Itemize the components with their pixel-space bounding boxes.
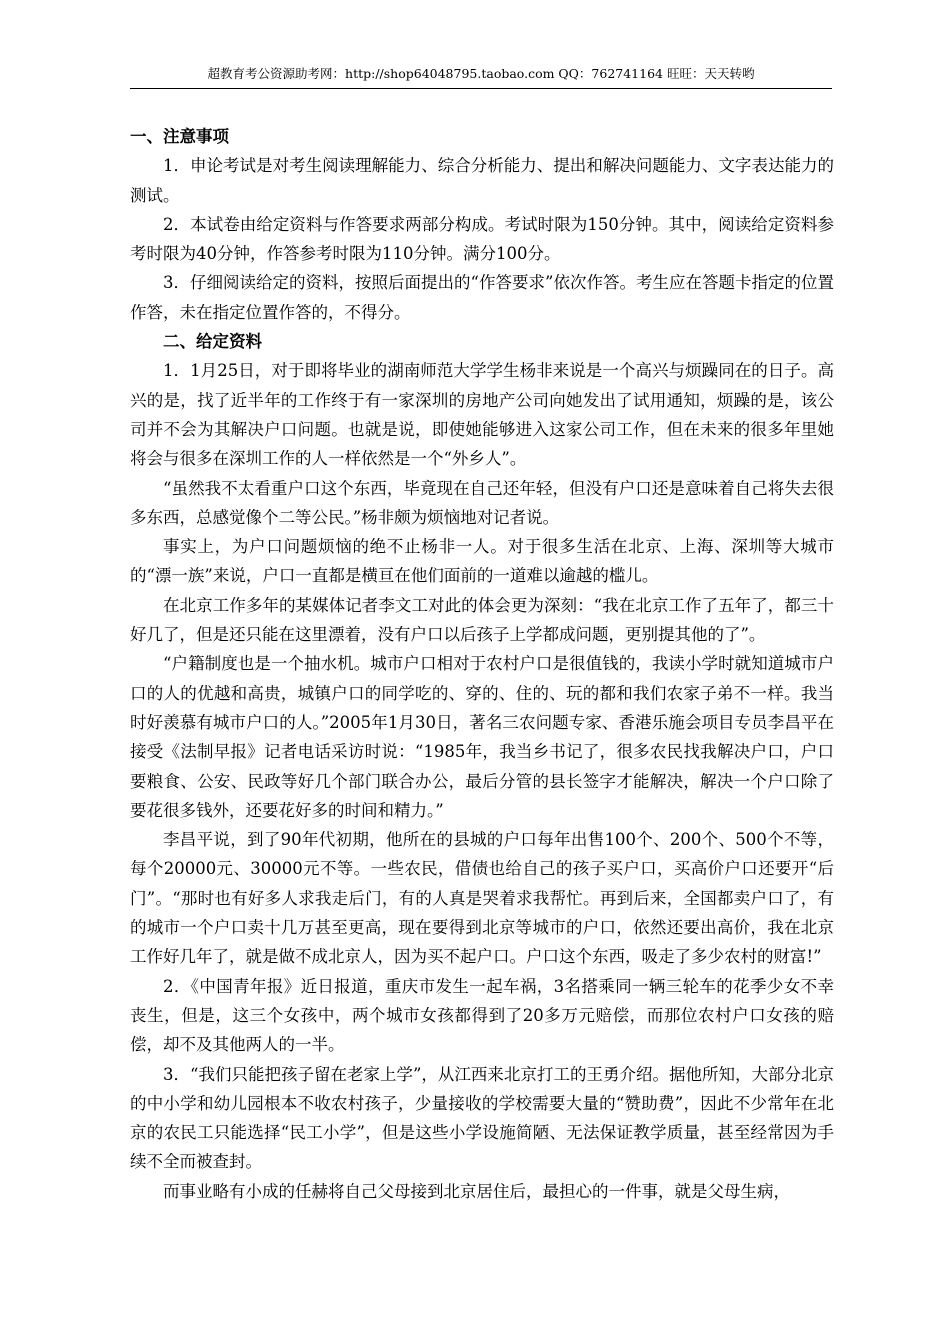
- notice-item-3: 3．仔细阅读给定的资料，按照后面提出的“作答要求”依次作答。考生应在答题卡指定的位置作答，未在指定位置作答的，不得分。: [130, 273, 834, 322]
- material-paragraph: 而事业略有小成的任赫将自己父母接到北京居住后，最担心的一件事，就是父母生病，: [163, 1181, 790, 1201]
- material-paragraph: 在北京工作多年的某媒体记者李文工对此的体会更为深刻：“我在北京工作了五年了，都三十好几了，但是还只能在这里漂着，没有户口以后孩子上学都成问题，更别提其他的了”。: [130, 595, 834, 645]
- page-header: [130, 66, 832, 89]
- material-paragraph: “户籍制度也是一个抽水机。城市户口相对于农村户口是很值钱的，我读小学时就知道城市户口的人的优越和高贵，城镇户口的同学吃的、穿的、住的、玩的都和我们农家子弟不一样。我当时好羡慕有城市户口的人。”2005年1月30日，著名三农问题专家、香港乐施会项目专员李昌平在接受《法制早报》记者电话采访时说：“1985年，我当乡书记了，很多农民找我解决户口，户口要粮食、公安、民政等好几个部门联合办公，最后分管的县长签字才能解决，解决一个户口除了要花很多钱外，还要花好多的时间和精力。”: [130, 654, 834, 820]
- material-paragraph: 李昌平说，到了90年代初期，他所在的县城的户口每年出售100个、200个、500个不等，每个20000元、30000元不等。一些农民，借债也给自己的孩子买户口，买高价户口还要开“后门”。“那时也有好多人求我走后门，有的人真是哭着求我帮忙。再到后来，全国都卖户口了，有的城市一个户口卖十几万甚至更高，现在要得到北京等城市的户口，依然还要出高价，我在北京工作好几年了，就是做不成北京人，因为买不起户口。户口这个东西，吸走了多少农村的财富!”: [130, 830, 834, 967]
- material-paragraph: 事实上，为户口问题烦恼的绝不止杨非一人。对于很多生活在北京、上海、深圳等大城市的“漂一族”来说，户口一直都是横亘在他们面前的一道难以逾越的槛儿。: [130, 537, 834, 586]
- notice-item-1: 1．申论考试是对考生阅读理解能力、综合分析能力、提出和解决问题能力、文字表达能力的测试。: [130, 156, 834, 205]
- notice-heading: 一、注意事项: [130, 127, 229, 146]
- header-text: 超教育考公资源助考网：http://shop64048795.taobao.com QQ：762741164 旺旺：天天转哟: [207, 66, 755, 81]
- material-paragraph: 3．“我们只能把孩子留在老家上学”，从江西来北京打工的王勇介绍。据他所知，大部分北京的中小学和幼儿园根本不收农村孩子，少量接收的学校需要大量的“赞助费”，因此不少常年在北京的农民工只能选择“民工小学”，但是这些小学设施简陋、无法保证教学质量，甚至经常因为手续不全而被查封。: [130, 1064, 834, 1172]
- material-paragraph: “虽然我不太看重户口这个东西，毕竟现在自己还年轻，但没有户口还是意味着自己将失去很多东西，总感觉像个二等公民。”杨非颇为烦恼地对记者说。: [130, 478, 834, 527]
- material-paragraph: 2．《中国青年报》近日报道，重庆市发生一起车祸，3名搭乘同一辆三轮车的花季少女不幸丧生，但是，这三个女孩中，两个城市女孩都得到了20多万元赔偿，而那位农村户口女孩的赔偿，却不及其他两人的一半。: [130, 976, 834, 1055]
- materials-heading: 二、给定资料: [163, 332, 262, 352]
- document-body: [130, 122, 834, 1206]
- material-paragraph: 1．1月25日，对于即将毕业的湖南师范大学学生杨非来说是一个高兴与烦躁同在的日子。高兴的是，找了近半年的工作终于有一家深圳的房地产公司向她发出了试用通知，烦躁的是，该公司并不会为其解决户口问题。也就是说，即使她能够进入这家公司工作，但在未来的很多年里她将会与很多在深圳工作的人一样依然是一个“外乡人”。: [130, 361, 834, 469]
- notice-item-2: 2．本试卷由给定资料与作答要求两部分构成。考试时限为150分钟。其中，阅读给定资料参考时限为40分钟，作答参考时限为110分钟。满分100分。: [130, 214, 834, 264]
